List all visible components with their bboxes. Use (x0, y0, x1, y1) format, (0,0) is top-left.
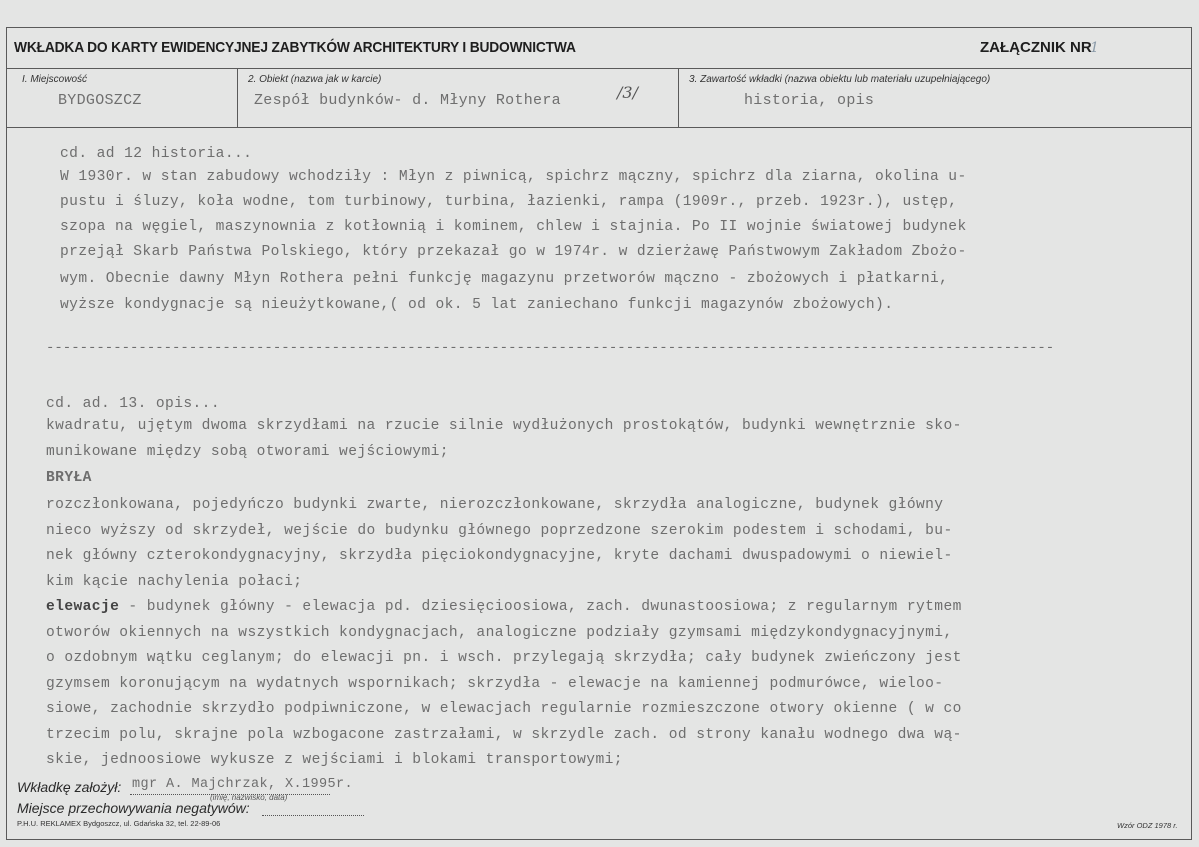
field-2-note: /3/ (617, 83, 638, 102)
description-line: otworów okiennych na wszystkich kondygnacjach, analogiczne podziały gzymsami międzykondygnacyjnymi, (46, 625, 953, 641)
author-hint: (imię, nazwisko, data) (210, 793, 288, 802)
card-title: WKŁADKA DO KARTY EWIDENCYJNEJ ZABYTKÓW ARCHITEKTURY I BUDOWNICTWA (14, 39, 576, 56)
section-elewacje: elewacje (46, 599, 120, 615)
elewacje-text: - budynek główny - elewacja pd. dziesięcioosiowa, zach. dwunastoosiowa; z regularnym rytmem (119, 599, 962, 615)
section-bryla: BRYŁA (46, 470, 92, 486)
negatives-dotted-line (262, 814, 364, 816)
description-line: munikowane między sobą otworami wejściowymi; (46, 444, 449, 460)
field-3-value: historia, opis (744, 92, 875, 109)
section-separator: ------------------------------------------------------------------------------------------------------------------------ (46, 340, 1055, 356)
description-line: kwadratu, ujętym dwoma skrzydłami na rzucie silnie wydłużonych prostokątów, budynki wewnętrznie sko- (46, 418, 962, 434)
description-line: gzymsem koronującym na wydatnych wspornikach; skrzydła - elewacje na kamiennej podmurówce, wieloo- (46, 676, 944, 692)
field-1-value: BYDGOSZCZ (58, 92, 142, 109)
form-model: Wzór ODZ 1978 r. (1117, 821, 1178, 830)
history-line: W 1930r. w stan zabudowy wchodziły : Młyn z piwnicą, spichrz mączny, spichrz dla ziarna, okolina u- (60, 169, 967, 185)
header-divider (6, 68, 1192, 69)
description-line: rozczłonkowana, pojedyńczo budynki zwarte, nierozczłonkowane, skrzydła analogiczne, budynek główny (46, 497, 944, 513)
fields-divider (6, 127, 1192, 128)
negatives-label: Miejsce przechowywania negatywów: (17, 800, 250, 816)
description-heading: cd. ad. 13. opis... (46, 396, 220, 412)
description-line: kim kącie nachylenia połaci; (46, 574, 303, 590)
description-line: nek główny czterokondygnacyjny, skrzydła pięciokondygnacyjne, kryte dachami dwuspadowymi o niewiel- (46, 548, 953, 564)
author-label: Wkładkę założył: (17, 779, 122, 795)
description-line: trzecim polu, skrajne pola wzbogacone zastrzałami, w skrzydle zach. od strony kanału wodnego dwa wą- (46, 727, 962, 743)
field-divider-1 (237, 69, 238, 127)
annex-label: ZAŁĄCZNIK NR (980, 39, 1092, 56)
field-1-label: I. Miejscowość (22, 74, 88, 85)
description-line: nieco wyższy od skrzydeł, wejście do budynku głównego poprzedzone szerokim podestem i schodami, bu- (46, 523, 953, 539)
description-line: skie, jednoosiowe wykusze z wejściami i blokami transportowymi; (46, 752, 623, 768)
history-line: pustu i śluzy, koła wodne, tom turbinowy, turbina, łazienki, rampa (1909r., przeb. 1923r.), ustęp, (60, 194, 958, 210)
field-2-value: Zespół budynków- d. Młyny Rothera (254, 92, 561, 109)
history-heading: cd. ad 12 historia... (60, 146, 253, 162)
description-line: o ozdobnym wątku ceglanym; do elewacji pn. i wsch. przylegają skrzydła; cały budynek zwieńczony jest (46, 650, 962, 666)
author-value: mgr A. Majchrzak, X.1995r. (132, 777, 354, 792)
description-line-elewacje (46, 599, 962, 615)
history-line: wym. Obecnie dawny Młyn Rothera pełni funkcję magazynu przetworów mączno - zbożowych i płatkarni, (60, 271, 949, 287)
field-divider-2 (678, 69, 679, 127)
history-line: przejął Skarb Państwa Polskiego, który przekazał go w 1974r. w dzierżawę Państwowym Zakładom Zbożo- (60, 244, 967, 260)
field-2-label: 2. Obiekt (nazwa jak w karcie) (248, 74, 382, 85)
annex-number: 1 (1090, 40, 1099, 56)
description-line: siowe, zachodnie skrzydło podpiwniczone, w elewacjach regularnie rozmieszczone otwory okienne ( w co (46, 701, 962, 717)
field-3-label: 3. Zawartość wkładki (nazwa obiektu lub materiału uzupełniającego) (689, 74, 991, 85)
history-line: szopa na węgiel, maszynownia z kotłownią i kominem, chlew i stajnia. Po II wojnie światowej budynek (60, 219, 967, 235)
printer-imprint: P.H.U. REKLAMEX Bydgoszcz, ul. Gdańska 32, tel. 22-89-06 (17, 819, 221, 828)
history-line: wyższe kondygnacje są nieużytkowane,( od ok. 5 lat zaniechano funkcji magazynów zbożowych). (60, 297, 894, 313)
